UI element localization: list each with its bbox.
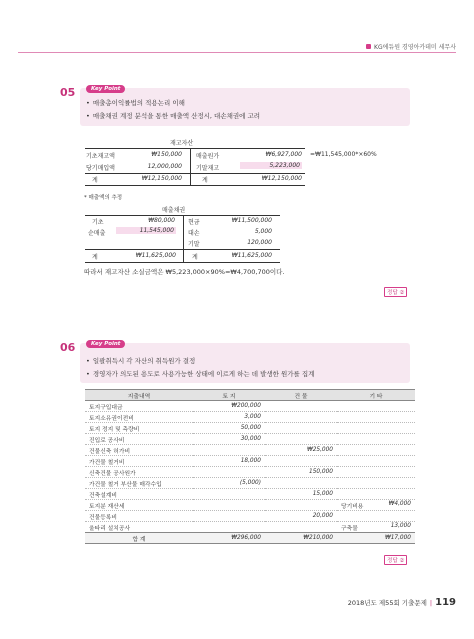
cell-item: 신축건물 공사원가	[85, 467, 193, 478]
cell-total-land: ₩296,000	[193, 533, 265, 544]
cell-item: 가건물 철거 부산물 매각수입	[85, 478, 193, 489]
cell-building	[265, 412, 337, 423]
table-header: 기 타	[337, 390, 415, 401]
table-row	[85, 401, 415, 412]
cell-item: 진입로 공사비	[85, 434, 193, 445]
cell-other	[337, 423, 415, 434]
table-row	[85, 445, 415, 456]
cell-item: 토지 정지 및 측량비	[85, 423, 193, 434]
inv-left-label: 당기매입액	[86, 165, 115, 172]
table-row	[85, 456, 415, 467]
ar-right-label: 현금	[188, 219, 200, 226]
t-account-divider	[190, 148, 191, 186]
ar-right-value: 5,000	[254, 228, 272, 235]
table-row	[85, 467, 415, 478]
key-point-box-05	[80, 88, 410, 126]
sales-estimate-note: * 매출액의 추정	[84, 195, 123, 201]
inv-right-label: 기말재고	[196, 165, 220, 172]
cell-building	[265, 401, 337, 412]
inv-right-value: ₩6,927,000	[265, 151, 302, 158]
ar-right-value: 120,000	[247, 239, 272, 246]
cell-total-other: ₩17,000	[337, 533, 415, 544]
cell-land: (5,000)	[193, 478, 265, 489]
cell-other	[337, 511, 415, 522]
cell-land	[193, 445, 265, 456]
table-row	[85, 423, 415, 434]
cell-item: 건물신축 허가비	[85, 445, 193, 456]
other-value: ₩4,000	[388, 500, 411, 507]
q05-conclusion: 따라서 재고자산 소실금액은 ₩5,223,000×90%=₩4,700,700이다.	[84, 268, 285, 276]
question-number-05: 05	[60, 86, 76, 99]
q06-answer-badge: 정답 ②	[384, 555, 407, 565]
cell-land: 50,000	[193, 423, 265, 434]
t-account-sum-rule	[85, 249, 280, 250]
footer-separator: |	[429, 598, 433, 607]
cell-land: ₩200,000	[193, 401, 265, 412]
ar-right-label: 대손	[188, 230, 200, 237]
cell-other	[337, 489, 415, 500]
cell-other	[337, 401, 415, 412]
cell-land	[193, 511, 265, 522]
cell-item: 울타리 설치공사	[85, 522, 193, 533]
ar-left-label: 계	[92, 254, 98, 261]
acquisition-cost-table	[85, 389, 415, 544]
cell-other	[337, 434, 415, 445]
cell-building: 150,000	[265, 467, 337, 478]
header-text: KG에듀원 경영아카데미 세무사	[374, 44, 456, 51]
cell-building	[265, 500, 337, 511]
cell-item: 건축설계비	[85, 489, 193, 500]
ar-net-sales-value: 11,545,000	[116, 227, 176, 234]
t-account-top-rule	[85, 148, 305, 149]
inv-right-label: 계	[202, 177, 208, 184]
table-row	[85, 412, 415, 423]
cell-building: ₩25,000	[265, 445, 337, 456]
key-point-bullet: • 경영자가 의도된 용도로 사용가능한 상태에 이르게 하는 데 발생한 원가를 집계	[86, 369, 315, 378]
cell-item: 토지분 재산세	[85, 500, 193, 511]
inv-left-value: ₩12,150,000	[141, 175, 182, 182]
ar-right-value: ₩11,500,000	[231, 217, 272, 224]
header-divider	[18, 52, 456, 53]
inv-right-label: 매출원가	[196, 153, 220, 160]
table-header-row	[85, 390, 415, 401]
cell-item: 토지소유권이전비	[85, 412, 193, 423]
cell-land	[193, 522, 265, 533]
cell-building	[265, 522, 337, 533]
ar-right-label: 계	[192, 254, 198, 261]
inv-ending-value: 5,223,000	[240, 162, 302, 169]
key-point-tag: Key Point	[86, 340, 125, 348]
table-row	[85, 522, 415, 533]
page-footer	[348, 597, 456, 608]
cell-building	[265, 423, 337, 434]
table-total-row	[85, 533, 415, 544]
cell-other	[337, 478, 415, 489]
cell-building	[265, 456, 337, 467]
inv-left-label: 기초재고액	[86, 153, 115, 160]
q05-answer-badge: 정답 ②	[384, 287, 407, 297]
cell-building: 15,000	[265, 489, 337, 500]
cell-land: 30,000	[193, 434, 265, 445]
inv-right-value: ₩12,150,000	[261, 175, 302, 182]
cell-land	[193, 489, 265, 500]
question-number-06: 06	[60, 341, 76, 354]
key-point-box-06	[80, 343, 410, 383]
table-header: 지출내역	[85, 390, 193, 401]
receivables-title: 매출채권	[162, 207, 186, 214]
other-label: 구축물	[341, 525, 358, 532]
ar-left-value: ₩80,000	[148, 217, 175, 224]
t-account-bottom-rule	[85, 262, 280, 263]
cell-other	[337, 456, 415, 467]
cell-item: 건물등록비	[85, 511, 193, 522]
key-point-bullet: • 매출총이익률법의 적용논리 이해	[86, 98, 185, 107]
page-number: 119	[435, 597, 456, 608]
ar-right-value: ₩11,625,000	[231, 252, 272, 259]
header-square-icon	[366, 44, 371, 49]
ar-left-label: 기초	[92, 219, 104, 226]
cell-building: 20,000	[265, 511, 337, 522]
t-account-divider	[183, 215, 184, 263]
cell-other	[337, 445, 415, 456]
t-account-sum-rule	[85, 173, 305, 174]
cell-building	[265, 434, 337, 445]
cell-item: 가건물 철거비	[85, 456, 193, 467]
table-header: 토 지	[193, 390, 265, 401]
key-point-bullet: • 일괄취득시 각 자산의 취득원가 결정	[86, 356, 196, 365]
cell-land	[193, 500, 265, 511]
other-label: 당기비용	[341, 503, 364, 510]
inv-left-value: ₩150,000	[151, 151, 182, 158]
cell-land: 3,000	[193, 412, 265, 423]
cell-item: 토지구입대금	[85, 401, 193, 412]
table-row	[85, 434, 415, 445]
cell-total-building: ₩210,000	[265, 533, 337, 544]
cell-other	[337, 500, 415, 511]
t-account-bottom-rule	[85, 185, 305, 186]
key-point-tag: Key Point	[86, 85, 125, 93]
inventory-title: 재고자산	[170, 140, 194, 147]
key-point-bullet: • 매출채권 계정 분석을 통한 매출액 산정시, 대손채권에 고려	[86, 111, 261, 120]
ar-left-label: 순매출	[88, 230, 106, 237]
table-row	[85, 478, 415, 489]
inv-left-label: 계	[92, 177, 98, 184]
cell-land	[193, 467, 265, 478]
other-value: 13,000	[390, 522, 411, 529]
ar-right-label: 기말	[188, 241, 200, 248]
cell-building	[265, 478, 337, 489]
ar-left-value: ₩11,625,000	[135, 252, 176, 259]
cell-land: 18,000	[193, 456, 265, 467]
inv-left-value: 12,000,000	[147, 163, 182, 170]
cell-other	[337, 467, 415, 478]
cell-total-label: 합 계	[85, 533, 193, 544]
table-header: 건 물	[265, 390, 337, 401]
cell-other	[337, 412, 415, 423]
table-row	[85, 511, 415, 522]
cell-other	[337, 522, 415, 533]
page-header	[366, 42, 456, 51]
footer-text: 2018년도 제55회 기출문제	[347, 599, 427, 607]
table-row	[85, 500, 415, 511]
table-row	[85, 489, 415, 500]
inv-cogs-note: =₩11,545,000*×60%	[310, 151, 377, 158]
